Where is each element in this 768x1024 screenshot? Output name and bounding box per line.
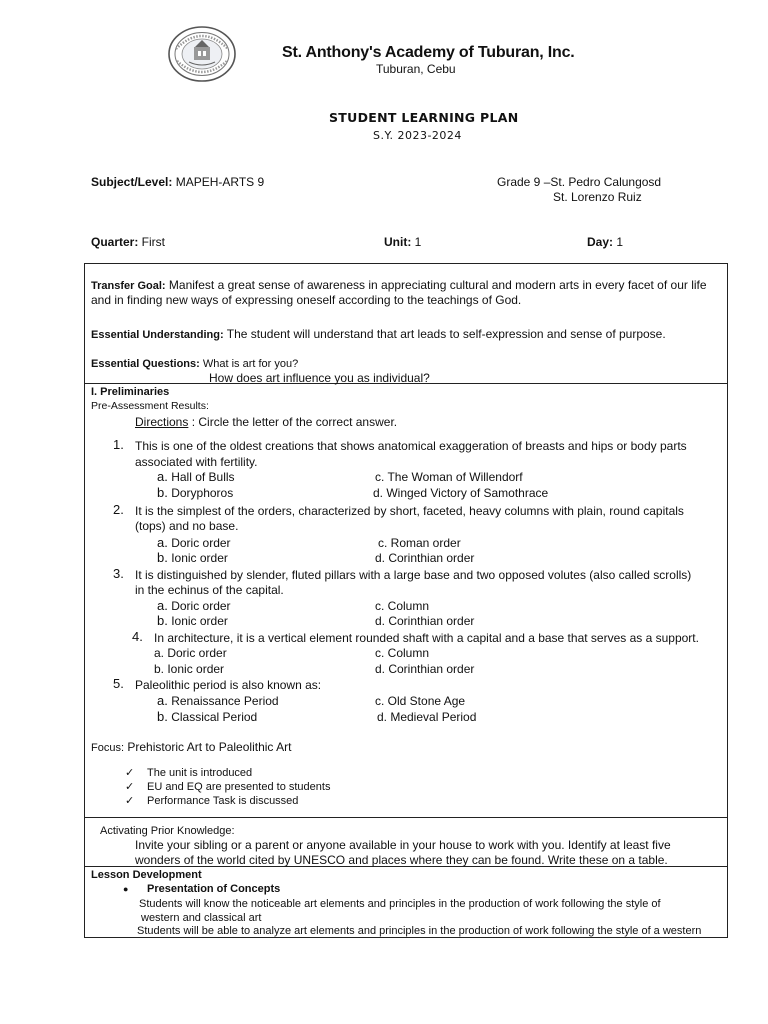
- checkmark-icon: ✓: [125, 795, 135, 807]
- checkmark-icon: ✓: [125, 767, 135, 779]
- checklist-item-1: The unit is introduced: [147, 767, 253, 779]
- transfer-goal-line2: and in finding new ways of expressing oneself according to the teachings of God.: [91, 293, 522, 307]
- essential-understanding: [91, 326, 666, 343]
- day-label: Day:: [587, 235, 614, 249]
- question-3-option-d: d. Corinthian order: [375, 614, 475, 628]
- question-4-option-a: a. Doric order: [154, 646, 227, 660]
- pre-assessment-label: Pre-Assessment Results:: [91, 400, 209, 412]
- school-location: Tuburan, Cebu: [376, 62, 456, 76]
- question-4-option-c: c. Column: [375, 646, 430, 660]
- option-text: Classical Period: [171, 710, 258, 724]
- option-text: Renaissance Period: [171, 694, 279, 708]
- question-1-option-a: [157, 469, 235, 485]
- activating-label: Activating Prior Knowledge:: [100, 825, 235, 837]
- checklist-item-2: EU and EQ are presented to students: [147, 781, 331, 793]
- quarter-label: Quarter:: [91, 235, 139, 249]
- question-1-line2: associated with fertility.: [135, 455, 258, 469]
- school-name: St. Anthony's Academy of Tuburan, Inc.: [282, 44, 575, 61]
- question-1-line1: This is one of the oldest creations that shows anatomical exaggeration of breasts and hips or body parts: [135, 439, 687, 453]
- option-text: Doric order: [171, 536, 231, 550]
- lesson-p1-line1: Students will know the noticeable art elements and principles in the production of work following the style of: [139, 898, 661, 910]
- lesson-p2-line1: Students will be able to analyze art elements and principles in the production of work following the style of a western: [137, 925, 702, 937]
- unit-row: [384, 235, 421, 249]
- option-letter: b.: [157, 709, 168, 724]
- grade-line-2: St. Lorenzo Ruiz: [553, 190, 642, 204]
- subject-label: Subject/Level:: [91, 175, 173, 189]
- option-text: Doryphoros: [171, 486, 234, 500]
- question-5-line1: Paleolithic period is also known as:: [135, 678, 322, 692]
- eu-text: The student will understand that art leads to self-expression and sense of purpose.: [223, 327, 666, 341]
- question-2-option-d: d. Corinthian order: [375, 551, 475, 565]
- eq-label: Essential Questions:: [91, 358, 200, 370]
- unit-value: 1: [411, 235, 422, 249]
- quarter-value: First: [138, 235, 166, 249]
- bullet-icon: ●: [123, 884, 129, 894]
- question-2-option-a: [157, 535, 231, 551]
- question-4-line1: In architecture, it is a vertical element rounded shaft with a capital and a base that serves as a support.: [154, 631, 699, 645]
- question-1-option-b: [157, 485, 233, 501]
- focus-label: Focus:: [91, 742, 125, 754]
- focus-text: Prehistoric Art to Paleolithic Art: [124, 740, 292, 754]
- question-3-option-a: [157, 598, 231, 614]
- question-3-number: 3.: [113, 566, 124, 581]
- subject-value: MAPEH-ARTS 9: [172, 175, 265, 189]
- question-5-option-c: c. Old Stone Age: [375, 694, 466, 708]
- lesson-p1-line2: western and classical art: [141, 912, 262, 924]
- eu-label: Essential Understanding:: [91, 329, 224, 341]
- question-5-option-a: [157, 693, 279, 709]
- plan-title: STUDENT LEARNING PLAN: [329, 110, 519, 125]
- day-row: [587, 235, 623, 249]
- question-2-number: 2.: [113, 502, 124, 517]
- option-letter: b.: [157, 485, 168, 500]
- directions-text: : Circle the letter of the correct answer.: [188, 415, 398, 429]
- question-2-option-b: [157, 550, 228, 566]
- option-text: Ionic order: [171, 614, 228, 628]
- activating-line2: wonders of the world cited by UNESCO and places where they can be found. Write these on a table.: [135, 853, 668, 867]
- presentation-of-concepts: Presentation of Concepts: [147, 883, 281, 895]
- activating-line1: Invite your sibling or a parent or anyone available in your house to work with you. Identify at least five: [135, 838, 671, 852]
- transfer-goal-label: Transfer Goal:: [91, 280, 166, 292]
- question-1-number: 1.: [113, 437, 124, 452]
- question-5-option-d: d. Medieval Period: [377, 710, 477, 724]
- question-2-line2: (tops) and no base.: [135, 519, 239, 533]
- question-4-number: 4.: [132, 629, 143, 644]
- option-letter: b.: [157, 550, 168, 565]
- question-2-option-c: c. Roman order: [378, 536, 461, 550]
- question-1-option-d: d. Winged Victory of Samothrace: [373, 486, 549, 500]
- checklist-item-3: Performance Task is discussed: [147, 795, 299, 807]
- subject-level-row: [91, 175, 264, 189]
- question-5-option-b: [157, 709, 257, 725]
- option-letter: a.: [157, 693, 168, 708]
- directions: [135, 414, 397, 430]
- option-letter: a.: [157, 535, 168, 550]
- directions-label: Directions: [135, 415, 189, 429]
- grade-line-1: Grade 9 –St. Pedro Calungosd: [497, 175, 662, 189]
- unit-label: Unit:: [384, 235, 412, 249]
- question-3-line1: It is distinguished by slender, fluted pillars with a large base and two opposed volutes (also called scrolls): [135, 568, 692, 582]
- focus-line: [91, 739, 291, 756]
- option-letter: a.: [157, 469, 168, 484]
- transfer-goal-text: Manifest a great sense of awareness in appreciating cultural and modern arts in every facet of our life: [165, 278, 707, 292]
- question-4-option-b: b. Ionic order: [154, 662, 225, 676]
- eq-question-2: How does art influence you as individual?: [209, 371, 430, 385]
- question-5-number: 5.: [113, 676, 124, 691]
- option-text: Doric order: [171, 599, 231, 613]
- question-2-line1: It is the simplest of the orders, characterized by short, faceted, heavy columns with plain, round capitals: [135, 504, 684, 518]
- option-text: Hall of Bulls: [171, 470, 235, 484]
- option-letter: b.: [157, 613, 168, 628]
- checkmark-icon: ✓: [125, 781, 135, 793]
- question-3-option-c: c. Column: [375, 599, 430, 613]
- lesson-heading: Lesson Development: [91, 869, 202, 881]
- question-3-option-b: [157, 613, 228, 629]
- option-text: Ionic order: [171, 551, 228, 565]
- question-4-option-d: d. Corinthian order: [375, 662, 475, 676]
- school-year: S.Y. 2023-2024: [373, 129, 462, 142]
- school-seal-logo: [167, 25, 237, 83]
- option-letter: a.: [157, 598, 168, 613]
- day-value: 1: [613, 235, 624, 249]
- eq-question-1: What is art for you?: [199, 358, 299, 370]
- question-1-option-c: c. The Woman of Willendorf: [375, 470, 523, 484]
- preliminaries-heading: I. Preliminaries: [91, 386, 170, 398]
- question-3-line2: in the echinus of the capital.: [135, 583, 284, 597]
- quarter-row: [91, 235, 165, 249]
